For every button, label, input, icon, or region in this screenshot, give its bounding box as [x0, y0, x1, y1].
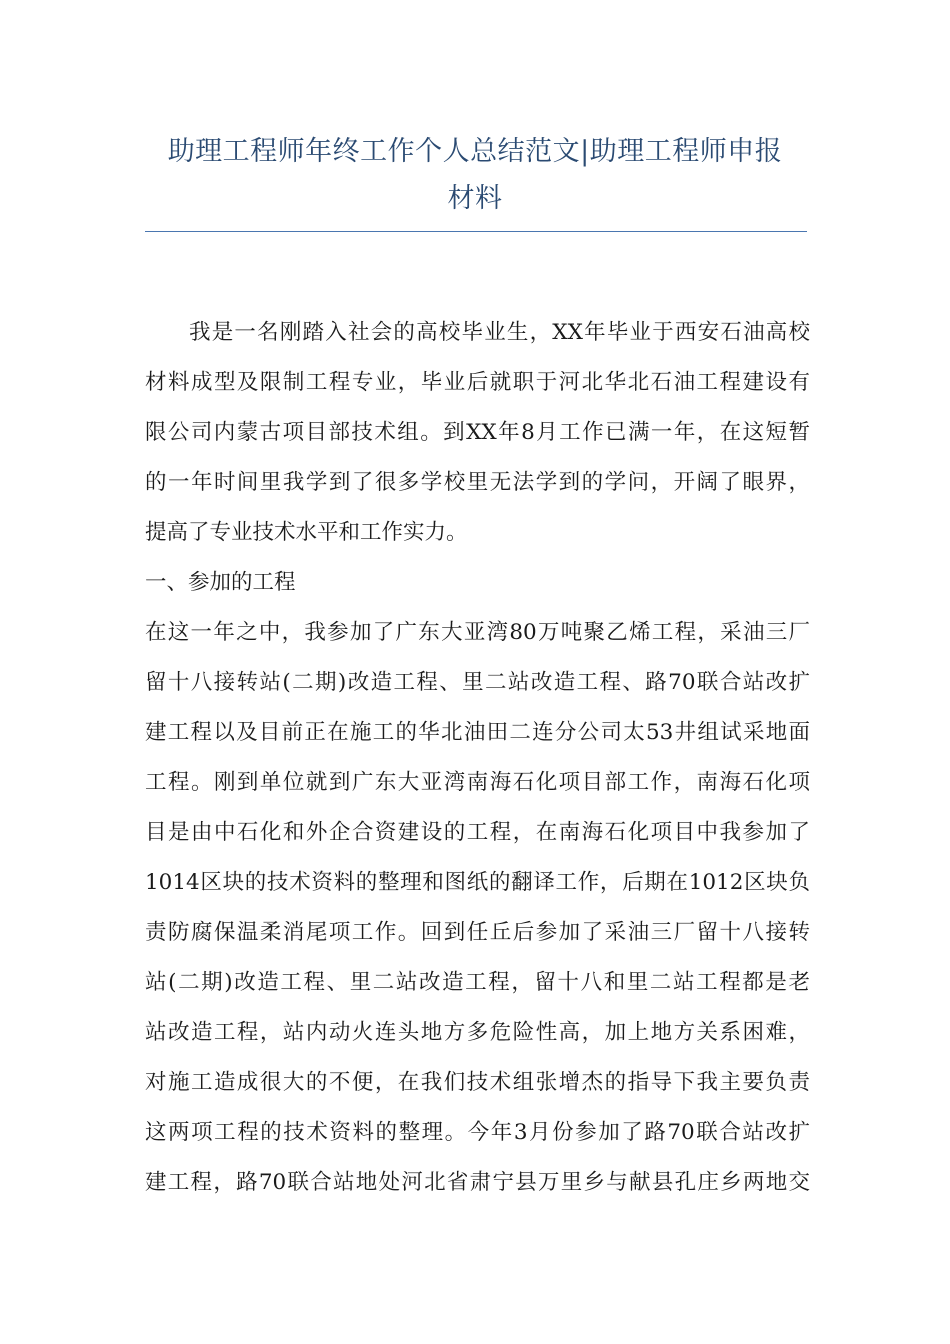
body-text-line: 在这一年之中，我参加了广东大亚湾80万吨聚乙烯工程，采油三厂: [145, 620, 810, 645]
body-text-line: 站(二期)改造工程、里二站改造工程，留十八和里二站工程都是老: [145, 970, 810, 995]
body-text-line: 建工程以及目前正在施工的华北油田二连分公司太53井组试采地面: [145, 720, 810, 745]
body-text-line: 我是一名刚踏入社会的高校毕业生，XX年毕业于西安石油高校: [189, 320, 810, 345]
document-body: [145, 308, 810, 1208]
body-text-line: 的一年时间里我学到了很多学校里无法学到的学问，开阔了眼界，: [145, 470, 810, 495]
body-text-line: 材料成型及限制工程专业，毕业后就职于河北华北石油工程建设有: [145, 370, 810, 395]
body-text-line: 一、参加的工程: [145, 570, 296, 595]
body-text-line: 站改造工程，站内动火连头地方多危险性高，加上地方关系困难，: [145, 1020, 810, 1045]
body-text-line: 这两项工程的技术资料的整理。今年3月份参加了路70联合站改扩: [145, 1120, 810, 1145]
body-text-line: 目是由中石化和外企合资建设的工程，在南海石化项目中我参加了: [145, 820, 810, 845]
body-text-line: 留十八接转站(二期)改造工程、里二站改造工程、路70联合站改扩: [145, 670, 810, 695]
body-text-line: 提高了专业技术水平和工作实力。: [145, 520, 468, 545]
title-line-2: 材料: [447, 183, 503, 214]
body-text-line: 对施工造成很大的不便，在我们技术组张增杰的指导下我主要负责: [145, 1070, 810, 1095]
body-text-line: 责防腐保温柔消尾项工作。回到任丘后参加了采油三厂留十八接转: [145, 920, 810, 945]
body-text-line: 建工程，路70联合站地处河北省肃宁县万里乡与献县孔庄乡两地交: [145, 1170, 810, 1195]
document-title: [140, 128, 810, 222]
body-text-line: 工程。刚到单位就到广东大亚湾南海石化项目部工作，南海石化项: [145, 770, 810, 795]
title-divider: [145, 231, 807, 232]
body-text-line: 1014区块的技术资料的整理和图纸的翻译工作，后期在1012区块负: [145, 870, 810, 895]
body-text-line: 限公司内蒙古项目部技术组。到XX年8月工作已满一年，在这短暂: [145, 420, 810, 445]
title-line-1: 助理工程师年终工作个人总结范文|助理工程师申报: [167, 136, 783, 167]
